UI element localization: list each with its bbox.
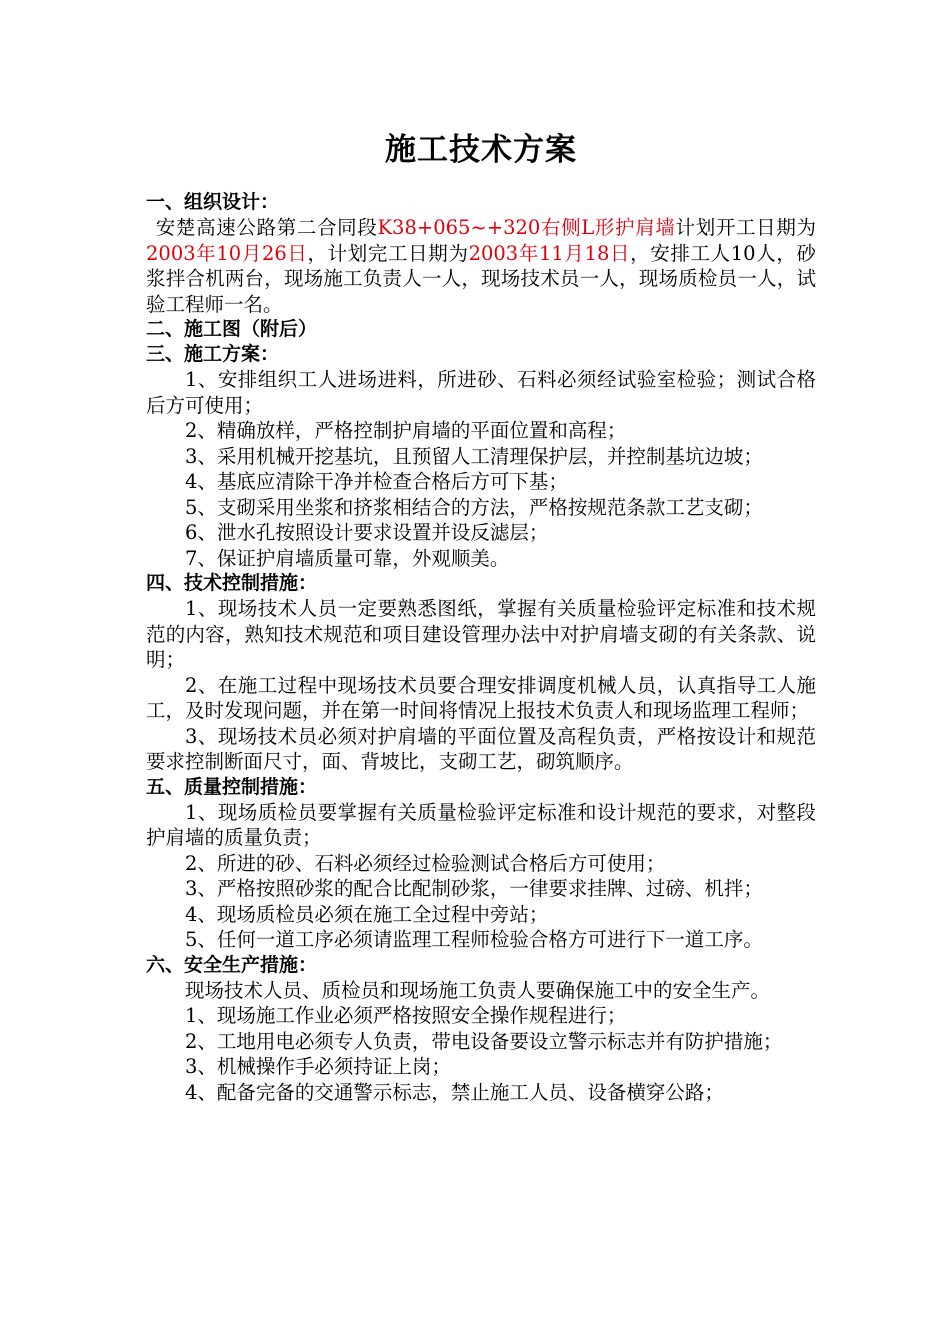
document-title: 施工技术方案 — [385, 132, 577, 168]
plan-item: 6、泄水孔按照设计要求设置并设反滤层； — [185, 521, 549, 544]
safety-item: 现场技术人员、质检员和现场施工负责人要确保施工中的安全生产。 — [185, 978, 771, 1002]
plan-item: 1、安排组织工人进场进料，所进砂、石料必须经试验室检验；测试合格后方可使用； — [146, 368, 816, 417]
organization-text-2: 计划开工日期为 — [675, 216, 816, 239]
safety-item: 3、机械操作手必须持证上岗； — [185, 1055, 451, 1078]
section-heading-organization: 一、组织设计： — [146, 191, 280, 213]
start-date-highlight: 2003年10月26日 — [146, 241, 308, 265]
organization-text-1: 安楚高速公路第二合同段 — [155, 216, 378, 239]
section-heading-safety: 六、安全生产措施： — [146, 953, 318, 976]
section-heading-drawings: 二、施工图（附后） — [146, 318, 318, 340]
quality-item: 3、严格按照砂浆的配合比配制砂浆，一律要求挂牌、过磅、机拌； — [185, 877, 763, 900]
technical-item: 3、现场技术员必须对护肩墙的平面位置及高程负责，严格按设计和规范要求控制断面尺寸，面、背坡比，支砌工艺，砌筑顺序。 — [146, 724, 816, 773]
plan-item: 7、保证护肩墙质量可靠，外观顺美。 — [185, 546, 510, 570]
section-heading-construction-plan: 三、施工方案： — [146, 343, 280, 365]
organization-text-3: ，计划完工日期为 — [307, 241, 469, 265]
section-heading-quality-control: 五、质量控制措施： — [146, 775, 318, 798]
safety-item: 4、配备完备的交通警示标志，禁止施工人员、设备横穿公路； — [185, 1080, 724, 1104]
document-page — [146, 128, 816, 1105]
quality-item: 4、现场质检员必须在施工全过程中旁站； — [185, 902, 549, 926]
section-heading-technical-control: 四、技术控制措施： — [146, 572, 318, 594]
project-location-highlight: K38+065~+320右侧L形护肩墙 — [377, 216, 676, 239]
quality-item: 5、任何一道工序必须请监理工程师检验合格方可进行下一道工序。 — [185, 928, 763, 951]
quality-item: 1、现场质检员要掌握有关质量检验评定标准和设计规范的要求，对整段护肩墙的质量负责； — [146, 800, 816, 849]
plan-item: 2、精确放样，严格控制护肩墙的平面位置和高程； — [185, 419, 627, 442]
organization-paragraph — [146, 215, 816, 317]
technical-item: 1、现场技术人员一定要熟悉图纸，掌握有关质量检验评定标准和技术规范的内容，熟知技术规范和项目建设管理办法中对护肩墙支砌的有关条款、说明； — [146, 597, 816, 671]
plan-item: 3、采用机械开挖基坑，且预留人工清理保护层，并控制基坑边坡； — [185, 444, 763, 468]
organization-text-4: ，安排工人10人，砂浆拌合机两台，现场施工负责人一人，现场技术员一人，现场质检员一人，试验工程师一名。 — [146, 241, 816, 316]
plan-item: 5、支砌采用坐浆和挤浆相结合的方法，严格按规范条款工艺支砌； — [185, 495, 763, 519]
safety-item: 1、现场施工作业必须严格按照安全操作规程进行； — [185, 1004, 627, 1027]
safety-item: 2、工地用电必须专人负责，带电设备要设立警示标志并有防护措施； — [185, 1029, 783, 1053]
quality-item: 2、所进的砂、石料必须经过检验测试合格后方可使用； — [185, 851, 666, 875]
end-date-highlight: 2003年11月18日 — [468, 241, 631, 265]
technical-item: 2、在施工过程中现场技术员要合理安排调度机械人员，认真指导工人施工，及时发现问题，并在第一时间将情况上报技术负责人和现场监理工程师； — [146, 673, 816, 722]
plan-item: 4、基底应清除干净并检查合格后方可下基； — [185, 470, 568, 493]
